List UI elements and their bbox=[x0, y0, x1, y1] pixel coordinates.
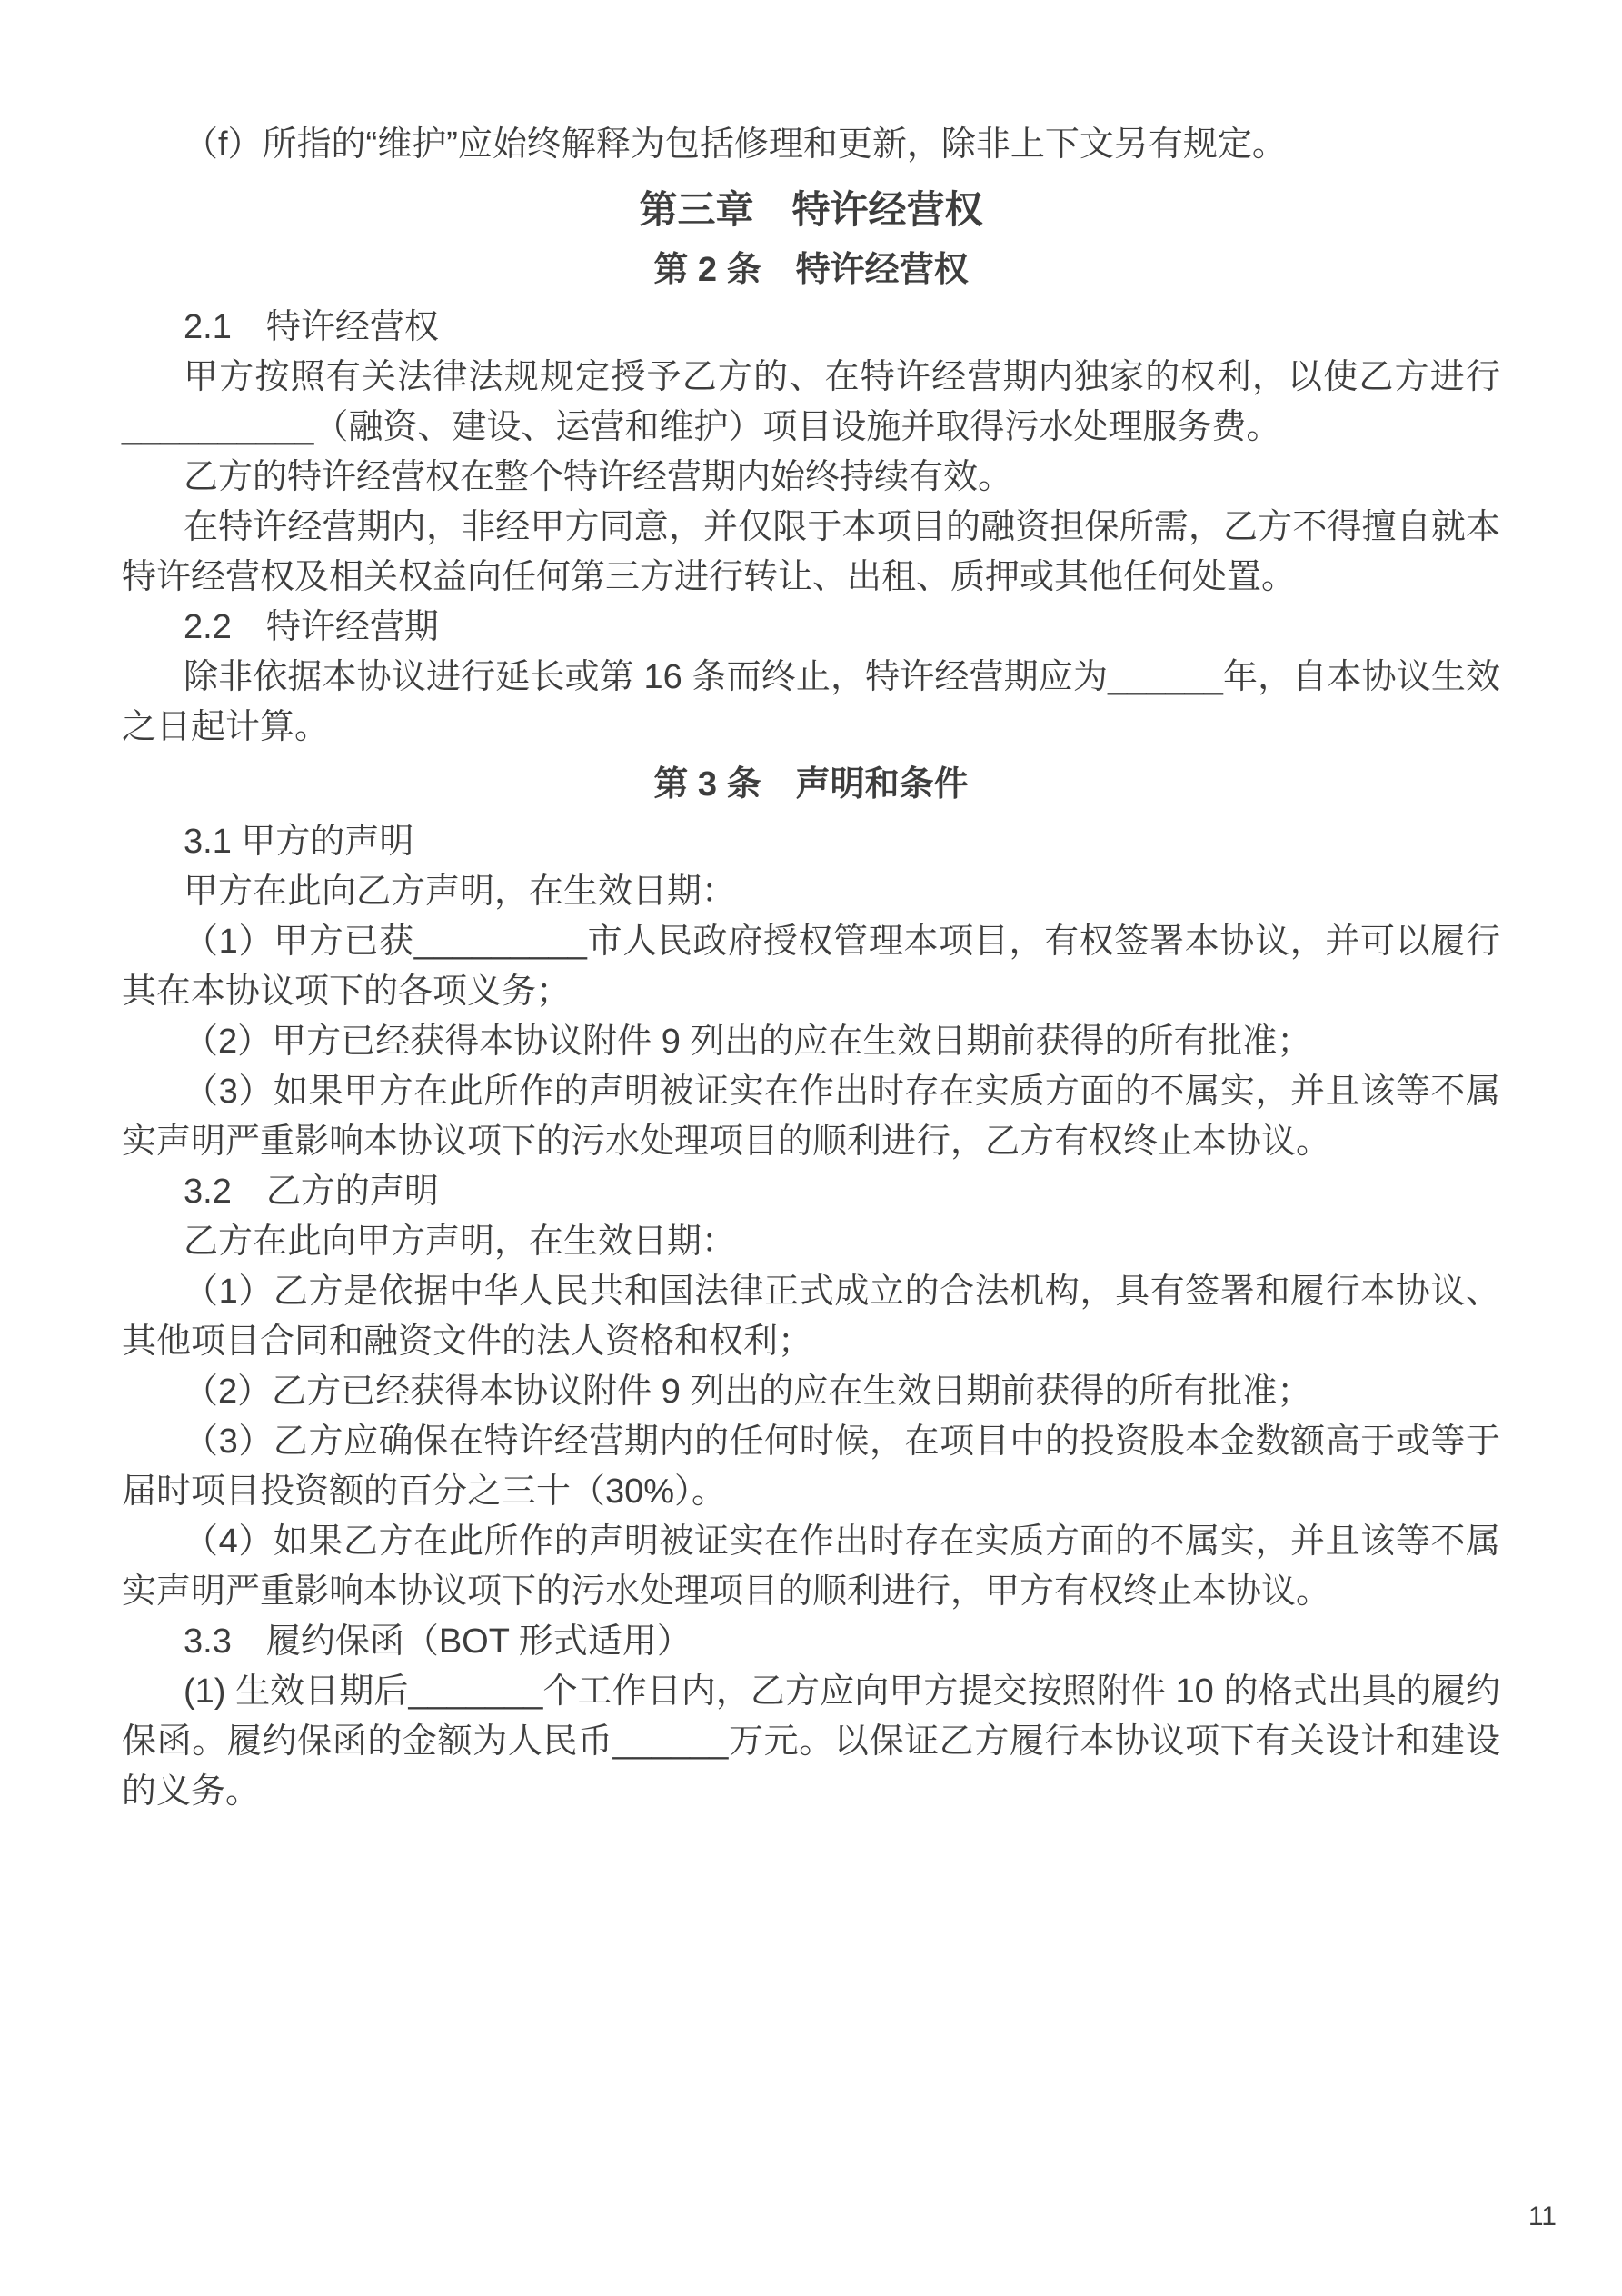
page-number: 11 bbox=[1527, 2201, 1557, 2231]
section-2-1-paragraph-2: 乙方的特许经营权在整个特许经营期内始终持续有效。 bbox=[184, 458, 1013, 496]
section-2-1-paragraph-3: 在特许经营期内，非经甲方同意，并仅限于本项目的融资担保所需，乙方不得擅自就本特许经营权及相关权益向任何第三方进行转让、出租、质押或其他任何处置。 bbox=[122, 508, 1500, 596]
section-3-1-item-3: （3）如果甲方在此所作的声明被证实在作出时存在实质方面的不属实，并且该等不属实声明严重影响本协议项下的污水处理项目的顺利进行，乙方有权终止本协议。 bbox=[122, 1073, 1500, 1161]
section-3-1-heading: 3.1 甲方的声明 bbox=[184, 823, 414, 861]
section-2-2-heading: 2.2 特许经营期 bbox=[184, 608, 439, 646]
chapter-3-heading: 第三章 特许经营权 bbox=[639, 188, 983, 231]
section-3-3-heading: 3.3 履约保函（BOT 形式适用） bbox=[184, 1622, 692, 1661]
section-3-2-item-2: （2）乙方已经获得本协议附件 9 列出的应在生效日期前获得的所有批准； bbox=[184, 1373, 1312, 1411]
section-3-1-item-1: （1）甲方已获_________市人民政府授权管理本项目，有权签署本协议，并可以履行其在本协议项下的各项义务； bbox=[122, 923, 1500, 1011]
section-3-3-item-1: (1) 生效日期后_______个工作日内，乙方应向甲方提交按照附件 10 的格式出具的履约保函。履约保函的金额为人民币______万元。以保证乙方履行本协议项下有关设计和建设的义务。 bbox=[122, 1672, 1500, 1811]
section-3-2-item-4: （4）如果乙方在此所作的声明被证实在作出时存在实质方面的不属实，并且该等不属实声明严重影响本协议项下的污水处理项目的顺利进行，甲方有权终止本协议。 bbox=[122, 1522, 1500, 1611]
section-2-2-paragraph-1: 除非依据本协议进行延长或第 16 条而终止，特许经营期应为______年，自本协议生效之日起计算。 bbox=[122, 658, 1500, 746]
article-2-heading: 第 2 条 特许经营权 bbox=[653, 251, 969, 289]
section-3-2-item-1: （1）乙方是依据中华人民共和国法律正式成立的合法机构，具有签署和履行本协议、其他项目合同和融资文件的法人资格和权利； bbox=[122, 1273, 1500, 1361]
article-3-heading: 第 3 条 声明和条件 bbox=[653, 765, 969, 804]
section-3-2-item-3: （3）乙方应确保在特许经营期内的任何时候，在项目中的投资股本金数额高于或等于届时项目投资额的百分之三十（30%）。 bbox=[122, 1423, 1500, 1511]
section-2-1-paragraph-1: 甲方按照有关法律法规规定授予乙方的、在特许经营期内独家的权利，以使乙方进行__________（融资、建设、运营和维护）项目设施并取得污水处理服务费。 bbox=[122, 358, 1500, 446]
section-3-2-intro: 乙方在此向甲方声明，在生效日期： bbox=[184, 1223, 737, 1261]
section-3-1-item-2: （2）甲方已经获得本协议附件 9 列出的应在生效日期前获得的所有批准； bbox=[184, 1023, 1312, 1061]
clause-f-definition: （f）所指的“维护”应始终解释为包括修理和更新，除非上下文另有规定。 bbox=[184, 125, 1287, 164]
section-3-2-heading: 3.2 乙方的声明 bbox=[184, 1173, 439, 1211]
section-3-1-intro: 甲方在此向乙方声明，在生效日期： bbox=[184, 873, 737, 911]
section-2-1-heading: 2.1 特许经营权 bbox=[184, 308, 439, 346]
